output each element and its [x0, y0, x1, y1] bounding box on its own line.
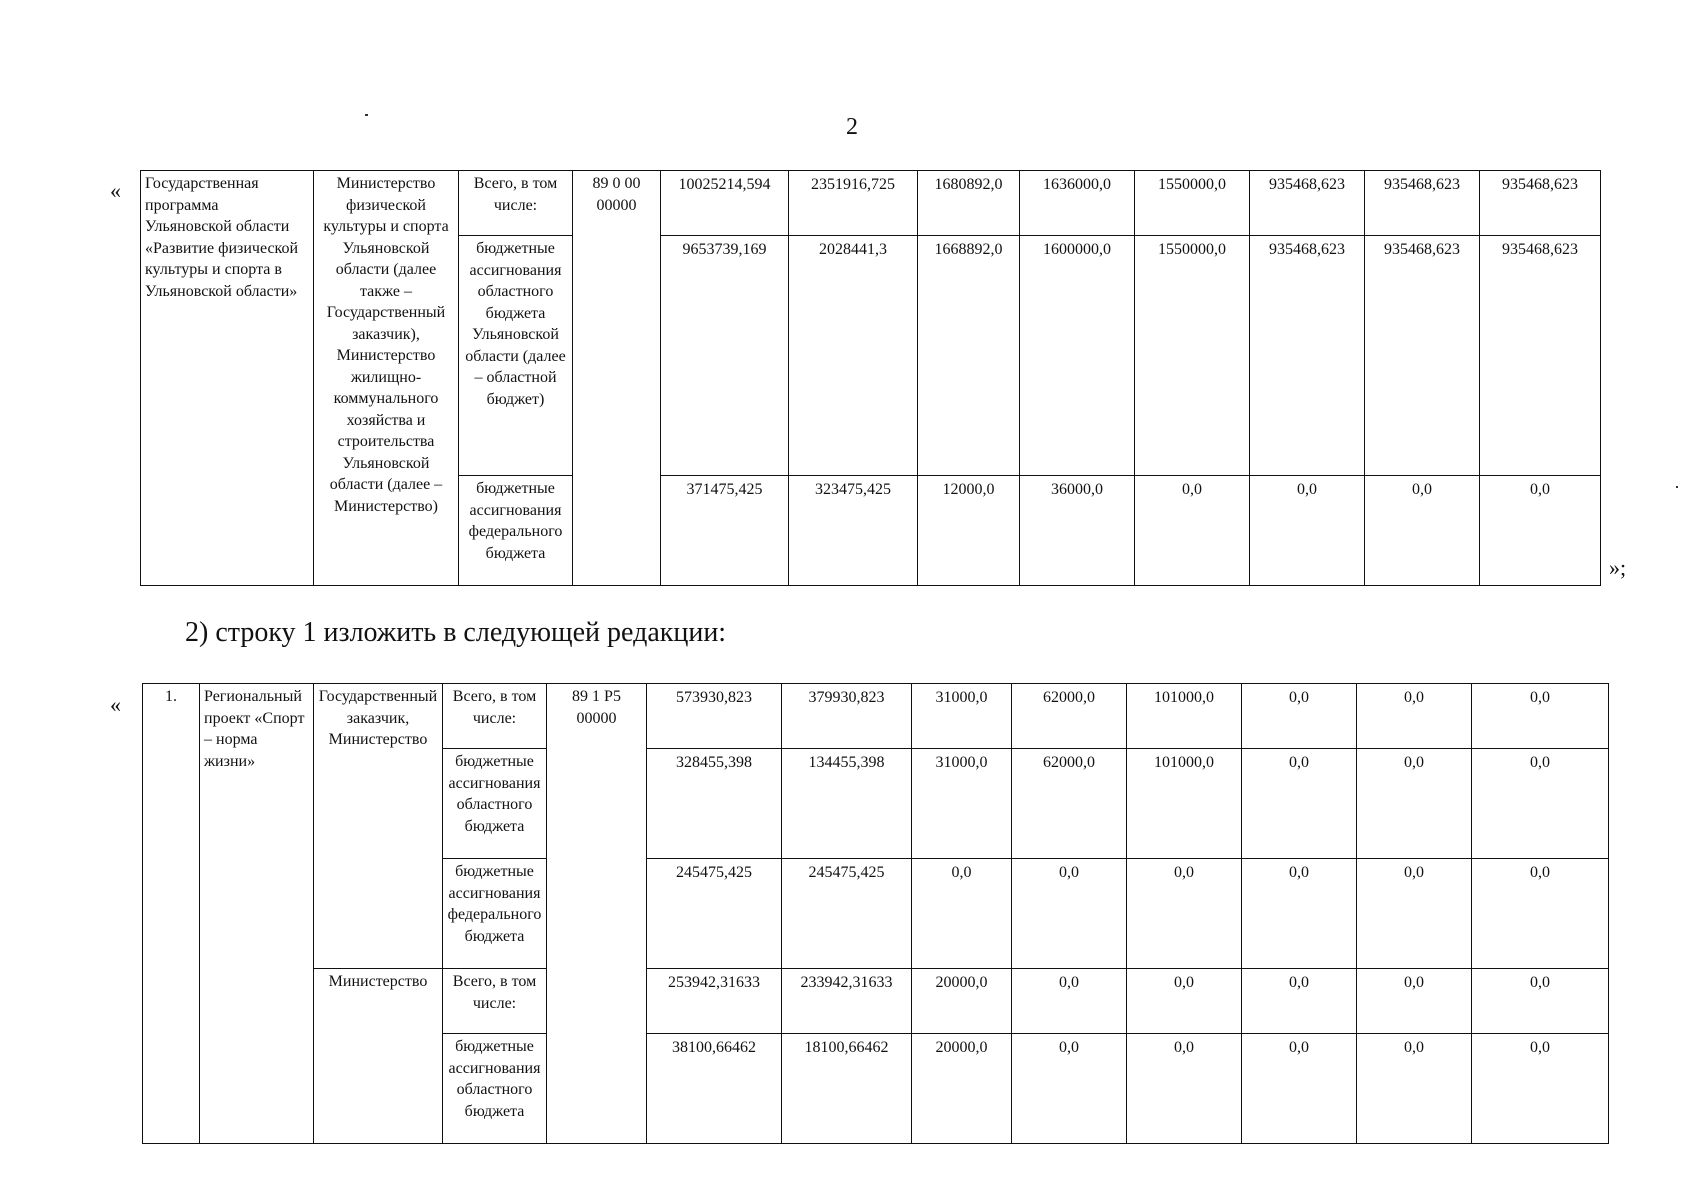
value-cell: 0,0 — [1242, 749, 1357, 859]
open-quote-1: « — [110, 178, 121, 203]
executor-cell: Государственный заказчик, Министерство — [314, 684, 443, 969]
value-cell: 2028441,3 — [789, 236, 918, 476]
value-cell: 935468,623 — [1365, 171, 1480, 236]
value-cell: 0,0 — [1357, 859, 1472, 969]
value-cell: 0,0 — [1242, 859, 1357, 969]
value-cell: 1668892,0 — [918, 236, 1020, 476]
value-cell: 0,0 — [1250, 476, 1365, 586]
value-cell: 0,0 — [1012, 1034, 1127, 1144]
source-cell: бюджетные ассигнования областного бюджета — [443, 1034, 547, 1144]
value-cell: 0,0 — [1127, 859, 1242, 969]
value-cell: 10025214,594 — [661, 171, 789, 236]
value-cell: 0,0 — [1012, 859, 1127, 969]
open-quote-2: « — [110, 692, 121, 717]
value-cell: 38100,66462 — [647, 1034, 782, 1144]
page-number: 2 — [846, 114, 858, 140]
value-cell: 328455,398 — [647, 749, 782, 859]
value-cell: 0,0 — [1365, 476, 1480, 586]
value-cell: 573930,823 — [647, 684, 782, 749]
value-cell: 0,0 — [1242, 684, 1357, 749]
value-cell: 0,0 — [1127, 969, 1242, 1034]
value-cell: 0,0 — [1242, 1034, 1357, 1144]
value-cell: 134455,398 — [782, 749, 912, 859]
value-cell: 245475,425 — [782, 859, 912, 969]
stray-mark — [365, 114, 368, 116]
project-table — [142, 683, 1609, 1144]
value-cell: 323475,425 — [789, 476, 918, 586]
source-cell: Всего, в том числе: — [459, 171, 573, 236]
value-cell: 0,0 — [1135, 476, 1250, 586]
value-cell: 0,0 — [1472, 859, 1609, 969]
value-cell: 245475,425 — [647, 859, 782, 969]
value-cell: 0,0 — [1242, 969, 1357, 1034]
source-cell: Всего, в том числе: — [443, 969, 547, 1034]
value-cell: 101000,0 — [1127, 749, 1242, 859]
value-cell: 0,0 — [1357, 969, 1472, 1034]
source-cell: бюджетные ассигнования федерального бюджета — [443, 859, 547, 969]
value-cell: 0,0 — [1472, 969, 1609, 1034]
value-cell: 62000,0 — [1012, 749, 1127, 859]
value-cell: 0,0 — [1472, 749, 1609, 859]
instruction-paragraph: 2) строку 1 изложить в следующей редакции: — [185, 617, 727, 648]
value-cell: 233942,31633 — [782, 969, 912, 1034]
value-cell: 2351916,725 — [789, 171, 918, 236]
value-cell: 379930,823 — [782, 684, 912, 749]
value-cell: 1550000,0 — [1135, 171, 1250, 236]
value-cell: 9653739,169 — [661, 236, 789, 476]
code-cell: 89 1 P5 00000 — [547, 684, 647, 1144]
value-cell: 20000,0 — [912, 1034, 1012, 1144]
value-cell: 20000,0 — [912, 969, 1012, 1034]
value-cell: 0,0 — [1472, 1034, 1609, 1144]
value-cell: 0,0 — [1357, 1034, 1472, 1144]
program-table — [140, 170, 1601, 586]
source-cell: бюджетные ассигнования федерального бюджета — [459, 476, 573, 586]
value-cell: 935468,623 — [1250, 171, 1365, 236]
source-cell: Всего, в том числе: — [443, 684, 547, 749]
value-cell: 935468,623 — [1365, 236, 1480, 476]
value-cell: 18100,66462 — [782, 1034, 912, 1144]
value-cell: 62000,0 — [1012, 684, 1127, 749]
value-cell: 253942,31633 — [647, 969, 782, 1034]
value-cell: 1680892,0 — [918, 171, 1020, 236]
value-cell: 0,0 — [1472, 684, 1609, 749]
row-number-cell: 1. — [143, 684, 200, 1144]
program-name-cell: Государственная программа Ульяновской области «Развитие физической культуры и спорта в Ульяновской области» — [141, 171, 314, 586]
value-cell: 12000,0 — [918, 476, 1020, 586]
project-name-cell: Региональный проект «Спорт – норма жизни» — [200, 684, 314, 1144]
value-cell: 36000,0 — [1020, 476, 1135, 586]
value-cell: 935468,623 — [1480, 171, 1601, 236]
value-cell: 0,0 — [1127, 1034, 1242, 1144]
value-cell: 935468,623 — [1250, 236, 1365, 476]
code-cell: 89 0 00 00000 — [573, 171, 661, 586]
value-cell: 31000,0 — [912, 749, 1012, 859]
value-cell: 371475,425 — [661, 476, 789, 586]
source-cell: бюджетные ассигнования областного бюджета Ульяновской области (далее – областной бюджет) — [459, 236, 573, 476]
value-cell: 0,0 — [1480, 476, 1601, 586]
value-cell: 101000,0 — [1127, 684, 1242, 749]
value-cell: 1636000,0 — [1020, 171, 1135, 236]
executor-cell: Министерство физической культуры и спорта Ульяновской области (далее также – Государственный заказчик), Министерство жилищно-коммунального хозяйства и строительства Ульяновской области (далее – Министерство) — [314, 171, 459, 586]
value-cell: 0,0 — [912, 859, 1012, 969]
value-cell: 0,0 — [1357, 749, 1472, 859]
value-cell: 1600000,0 — [1020, 236, 1135, 476]
value-cell: 935468,623 — [1480, 236, 1601, 476]
executor-cell: Министерство — [314, 969, 443, 1144]
source-cell: бюджетные ассигнования областного бюджета — [443, 749, 547, 859]
closing-quote: »; — [1609, 555, 1627, 580]
stray-mark — [1676, 486, 1678, 488]
value-cell: 31000,0 — [912, 684, 1012, 749]
value-cell: 0,0 — [1357, 684, 1472, 749]
value-cell: 0,0 — [1012, 969, 1127, 1034]
value-cell: 1550000,0 — [1135, 236, 1250, 476]
